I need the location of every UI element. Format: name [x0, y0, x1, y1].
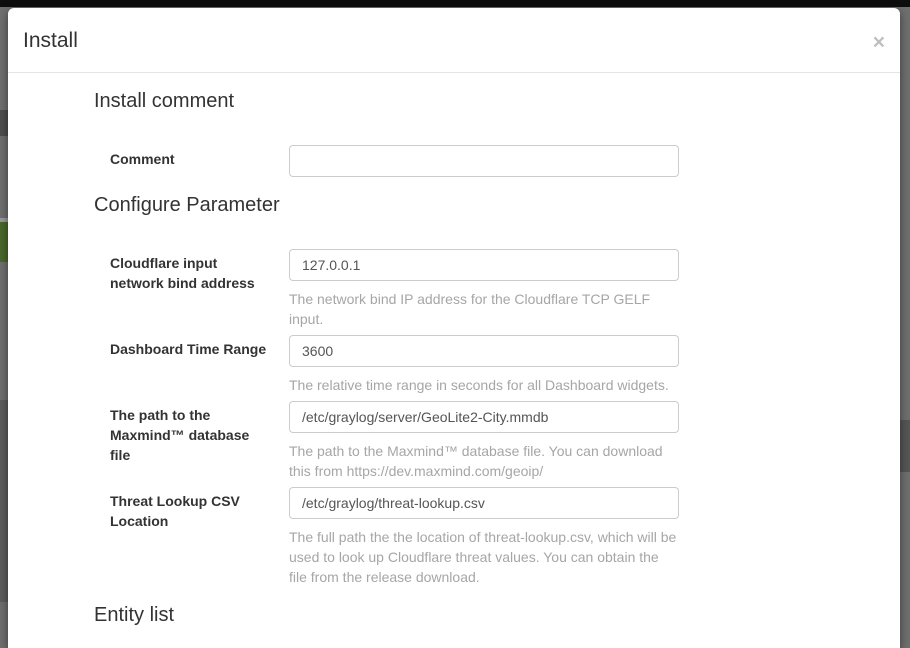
parameter-row-maxmind-database-path [94, 401, 876, 481]
parameter-help-text: The path to the Maxmind™ database file. You can download this from https://dev.maxmind.com/geoip/ [289, 441, 679, 481]
install-comment-heading: Install comment [94, 88, 876, 115]
configure-parameter-heading: Configure Parameter [94, 192, 876, 219]
parameter-row-dashboard-time-range [94, 335, 876, 395]
parameter-row-threat-lookup-csv [94, 487, 876, 587]
modal-header [8, 8, 900, 73]
maxmind-database-path-input[interactable] [289, 401, 679, 433]
dashboard-time-range-input[interactable] [289, 335, 679, 367]
entity-list-heading: Entity list [94, 602, 876, 629]
background-panel-fragment [0, 400, 8, 602]
parameter-help-text: The relative time range in seconds for all Dashboard widgets. [289, 375, 679, 395]
parameter-help-text: The network bind IP address for the Cloudflare TCP GELF input. [289, 289, 679, 329]
background-navbar-fragment [0, 110, 8, 136]
background-right-panel-fragment [900, 420, 910, 472]
cloudflare-bind-address-input[interactable] [289, 249, 679, 281]
close-icon[interactable]: × [873, 32, 885, 53]
comment-input[interactable] [289, 145, 679, 177]
parameter-label: The path to the Maxmind™ database file [110, 401, 270, 465]
modal-title: Install [23, 30, 885, 51]
background-green-button-fragment [0, 222, 8, 262]
parameter-label: Dashboard Time Range [110, 335, 270, 359]
background-right-strip [900, 7, 910, 602]
page-top-bar [0, 0, 910, 7]
parameter-label: Threat Lookup CSV Location [110, 487, 270, 531]
parameter-label: Cloudflare input network bind address [110, 249, 270, 293]
parameter-help-text: The full path the the location of threat-lookup.csv, which will be used to look up Cloudflare threat values. You can obtain the file from the release download. [289, 527, 679, 587]
threat-lookup-csv-input[interactable] [289, 487, 679, 519]
install-modal [8, 8, 900, 648]
modal-body [8, 88, 900, 629]
comment-form-group [94, 145, 876, 177]
comment-label: Comment [110, 145, 270, 169]
parameter-row-cloudflare-bind-address [94, 249, 876, 329]
